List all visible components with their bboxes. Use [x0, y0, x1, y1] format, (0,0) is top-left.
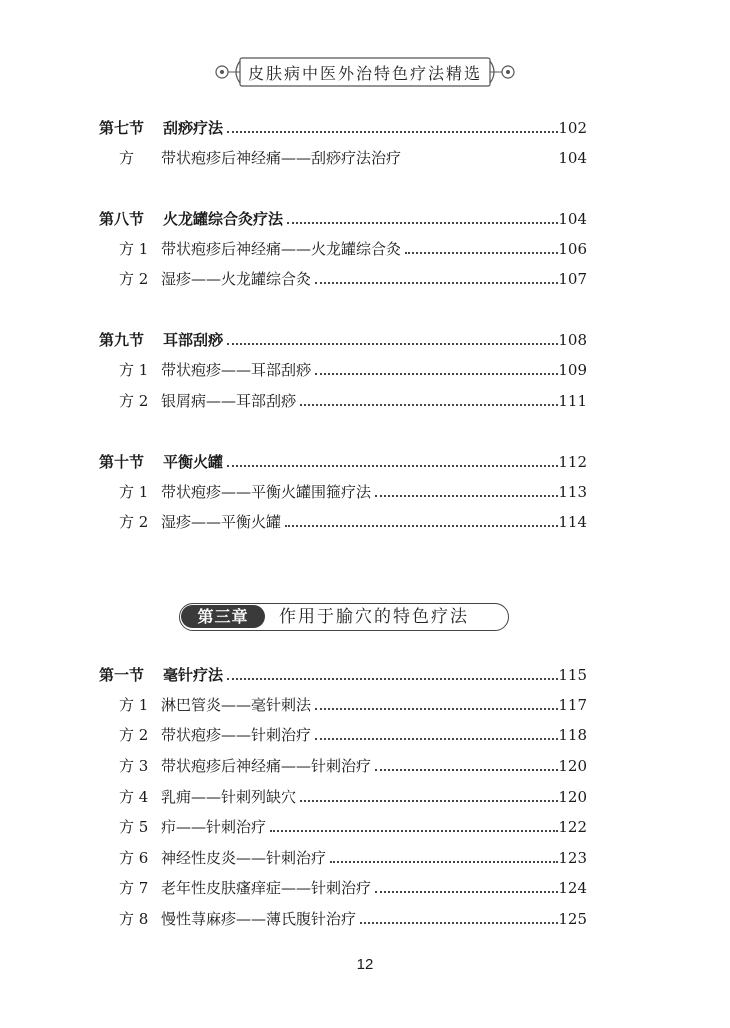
item-title: 乳痈——针刺列缺穴 [161, 788, 297, 806]
toc-item-row[interactable] [0, 693, 730, 717]
dot-leader [315, 373, 558, 375]
dot-leader [315, 738, 558, 740]
dot-leader [227, 678, 558, 680]
toc-item-lead [119, 815, 266, 839]
item-title: 带状疱疹后神经痛——刮痧疗法治疗 [161, 149, 402, 167]
page-ref: 108 [558, 331, 587, 349]
toc-item-row[interactable] [0, 237, 730, 261]
item-label: 方 1 [119, 696, 149, 714]
toc-section-row[interactable] [0, 116, 730, 140]
dot-leader [315, 708, 558, 710]
page-ref: 111 [558, 392, 587, 410]
toc-section-row[interactable] [0, 663, 730, 687]
page-ref: 114 [558, 513, 587, 531]
toc-item-lead [119, 785, 296, 809]
page-ref: 106 [558, 240, 587, 258]
item-title: 带状疱疹——耳部刮痧 [161, 361, 312, 379]
item-title: 湿疹——平衡火罐 [161, 513, 282, 531]
section-title: 平衡火罐 [163, 453, 224, 471]
page-ref: 117 [558, 696, 587, 714]
header-title: 皮肤病中医外治特色疗法精选 [247, 64, 482, 83]
chapter-title: 作用于腧穴的特色疗法 [279, 607, 469, 627]
toc-item-lead [119, 510, 281, 534]
section-label: 第九节 [99, 331, 145, 349]
item-label: 方 2 [119, 392, 149, 410]
section-title: 火龙罐综合灸疗法 [163, 210, 284, 228]
dot-leader [270, 830, 558, 832]
dot-leader [330, 861, 558, 863]
toc-item-row[interactable] [0, 815, 730, 839]
toc-item-lead [119, 876, 371, 900]
running-header [0, 52, 730, 92]
toc-item-lead [119, 358, 311, 382]
dot-leader [300, 404, 558, 406]
chapter-banner[interactable] [179, 603, 511, 633]
item-title: 神经性皮炎——针刺治疗 [161, 849, 327, 867]
dot-leader [227, 343, 558, 345]
page-ref: 120 [558, 788, 587, 806]
item-label: 方 4 [119, 788, 149, 806]
dot-leader [405, 252, 558, 254]
item-label: 方 2 [119, 270, 149, 288]
page-ref: 123 [558, 849, 587, 867]
page-ref: 124 [558, 879, 587, 897]
page-ref: 120 [558, 757, 587, 775]
item-title: 带状疱疹后神经痛——针刺治疗 [161, 757, 372, 775]
dot-leader [375, 891, 558, 893]
page-ref: 113 [558, 483, 587, 501]
toc-item-row[interactable] [0, 785, 730, 809]
toc-item-row[interactable] [0, 846, 730, 870]
item-title: 湿疹——火龙罐综合灸 [161, 270, 312, 288]
page-ref: 104 [558, 210, 587, 228]
toc-item-row[interactable] [0, 876, 730, 900]
toc-item-lead [119, 146, 401, 170]
section-title: 耳部刮痧 [163, 331, 224, 349]
item-title: 带状疱疹——平衡火罐围箍疗法 [161, 483, 372, 501]
page-ref: 112 [558, 453, 587, 471]
item-title: 淋巴管炎——毫针刺法 [161, 696, 312, 714]
dot-leader [375, 769, 558, 771]
page-ref: 122 [558, 818, 587, 836]
item-label: 方 1 [119, 483, 149, 501]
section-label: 第八节 [99, 210, 145, 228]
toc-item-lead [119, 754, 371, 778]
page-ref: 115 [558, 666, 587, 684]
page-ref: 109 [558, 361, 587, 379]
toc-item-lead [119, 267, 311, 291]
dot-leader [360, 922, 558, 924]
page-ref: 107 [558, 270, 587, 288]
item-label: 方 8 [119, 910, 149, 928]
toc-item-row[interactable] [0, 723, 730, 747]
toc-section-row[interactable] [0, 328, 730, 352]
section-label: 第十节 [99, 453, 145, 471]
item-title: 老年性皮肤瘙痒症——针刺治疗 [161, 879, 372, 897]
toc-item-lead [119, 237, 401, 261]
toc-section-lead [99, 450, 223, 474]
toc-item-row[interactable] [0, 907, 730, 931]
section-label: 第七节 [99, 119, 145, 137]
toc-item-lead [119, 693, 311, 717]
page-ref: 102 [558, 119, 587, 137]
toc-item-row[interactable] [0, 146, 730, 170]
toc-section-lead [99, 328, 223, 352]
page-number: 12 [356, 956, 374, 973]
item-title: 带状疱疹后神经痛——火龙罐综合灸 [161, 240, 402, 258]
toc-item-lead [119, 723, 311, 747]
dot-leader [227, 131, 558, 133]
toc-item-row[interactable] [0, 358, 730, 382]
item-label: 方 2 [119, 513, 149, 531]
section-title: 刮痧疗法 [163, 119, 224, 137]
toc-item-row[interactable] [0, 267, 730, 291]
item-label: 方 5 [119, 818, 149, 836]
toc-section-lead [99, 116, 223, 140]
item-title: 带状疱疹——针刺治疗 [161, 726, 312, 744]
toc-item-lead [119, 389, 296, 413]
item-title: 银屑病——耳部刮痧 [161, 392, 297, 410]
item-label: 方 7 [119, 879, 149, 897]
chapter-label: 第三章 [181, 605, 265, 628]
toc-item-row[interactable] [0, 510, 730, 534]
item-label: 方 1 [119, 240, 149, 258]
toc-section-lead [99, 207, 283, 231]
toc-section-row[interactable] [0, 450, 730, 474]
dot-leader [227, 465, 558, 467]
toc-item-row[interactable] [0, 480, 730, 504]
dot-leader [285, 525, 558, 527]
item-label: 方 2 [119, 726, 149, 744]
page-ref: 118 [558, 726, 587, 744]
section-label: 第一节 [99, 666, 145, 684]
item-title: 慢性荨麻疹——薄氏腹针治疗 [161, 910, 357, 928]
item-label: 方 6 [119, 849, 149, 867]
toc-section-lead [99, 663, 223, 687]
toc-item-lead [119, 907, 356, 931]
toc-item-row[interactable] [0, 754, 730, 778]
toc-item-lead [119, 846, 326, 870]
section-title: 毫针疗法 [163, 666, 224, 684]
item-title: 疖——针刺治疗 [161, 818, 267, 836]
dot-leader [375, 495, 558, 497]
item-label: 方 1 [119, 361, 149, 379]
dot-leader [300, 800, 558, 802]
toc-item-lead [119, 480, 371, 504]
item-label: 方 [119, 149, 135, 167]
dot-leader [287, 222, 558, 224]
page-ref: 125 [558, 910, 587, 928]
dot-leader [315, 282, 558, 284]
toc-item-row[interactable] [0, 389, 730, 413]
page-ref: 104 [558, 149, 587, 167]
item-label: 方 3 [119, 757, 149, 775]
toc-section-row[interactable] [0, 207, 730, 231]
